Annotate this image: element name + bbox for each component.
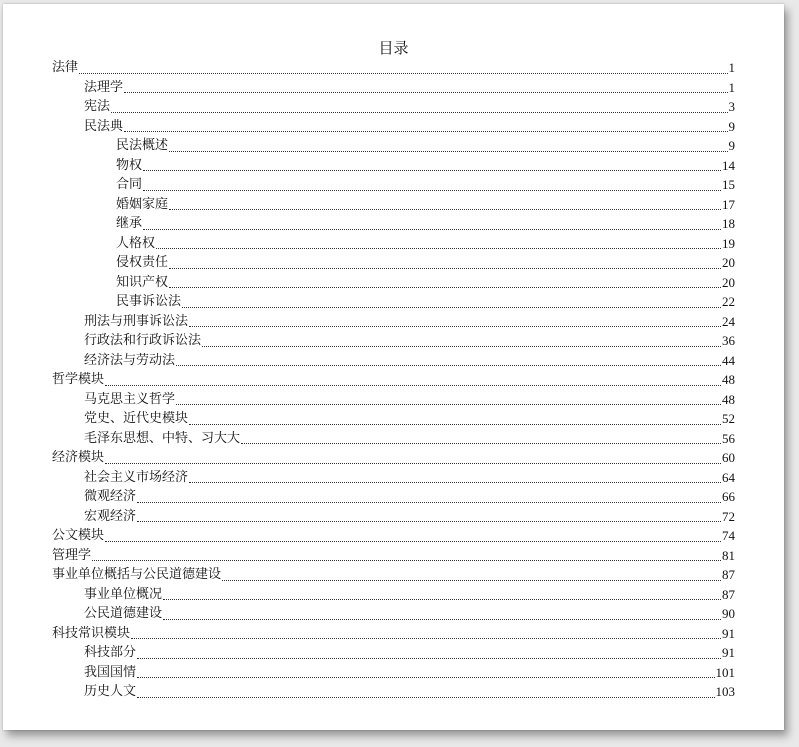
dot-leader <box>105 541 721 542</box>
toc-title: 目录 <box>378 39 409 57</box>
dot-leader <box>124 92 727 93</box>
toc-entry-page-number: 56 <box>722 430 735 446</box>
dot-leader <box>189 326 721 327</box>
toc-entry[interactable] <box>3 663 784 683</box>
dot-leader <box>137 658 721 659</box>
dot-leader <box>79 73 727 74</box>
toc-entry-page-number: 60 <box>722 450 735 465</box>
toc-entry[interactable] <box>3 448 784 468</box>
toc-entry[interactable] <box>3 136 784 156</box>
toc-entry[interactable] <box>3 429 784 449</box>
toc-entry-label: 公文模块 <box>52 528 105 543</box>
dot-leader <box>182 307 721 308</box>
toc-entry-page-number: 20 <box>722 255 735 270</box>
toc-entry-label: 宏观经济 <box>84 508 137 524</box>
toc-entry-label: 合同 <box>116 177 143 192</box>
toc-entry[interactable] <box>3 175 784 195</box>
dot-leader <box>105 463 721 464</box>
dot-leader <box>241 443 721 444</box>
dot-leader <box>176 404 721 405</box>
toc-entry-label: 党史、近代史模块 <box>84 411 189 426</box>
toc-entry-label: 经济法与劳动法 <box>84 352 176 368</box>
toc-entry-page-number: 20 <box>722 274 735 290</box>
toc-entry[interactable] <box>3 351 784 371</box>
toc-entry-label: 行政法和行政诉讼法 <box>84 333 202 348</box>
toc-entry-page-number: 17 <box>722 196 735 212</box>
dot-leader <box>137 502 721 503</box>
toc-entry-page-number: 24 <box>722 313 735 329</box>
toc-entry[interactable] <box>3 409 784 429</box>
toc-entry-page-number: 72 <box>722 508 735 524</box>
toc-entry[interactable] <box>3 546 784 566</box>
dot-leader <box>131 638 721 639</box>
dot-leader <box>143 190 721 191</box>
toc-entry[interactable] <box>3 682 784 702</box>
dot-leader <box>169 209 721 210</box>
dot-leader <box>163 599 721 600</box>
toc-entry[interactable] <box>3 253 784 273</box>
dot-leader <box>163 619 721 620</box>
toc-entry-page-number: 3 <box>728 99 735 114</box>
dot-leader <box>137 697 714 698</box>
toc-entry-label: 民法概述 <box>116 138 169 153</box>
toc-entry-page-number: 91 <box>722 625 735 641</box>
dot-leader <box>92 560 721 561</box>
toc-entry-page-number: 1 <box>728 60 735 75</box>
toc-entry-label: 科技部分 <box>84 645 137 660</box>
toc-entry-page-number: 9 <box>728 118 735 134</box>
toc-entry-page-number: 19 <box>722 235 735 251</box>
dot-leader <box>169 151 727 152</box>
dot-leader <box>222 580 721 581</box>
toc-entry[interactable] <box>3 624 784 644</box>
toc-entry-page-number: 22 <box>722 294 735 309</box>
toc-entry-page-number: 66 <box>722 489 735 504</box>
toc-entry-page-number: 36 <box>722 333 735 348</box>
dot-leader <box>176 365 721 366</box>
toc-entry-page-number: 1 <box>728 79 735 95</box>
toc-entry-label: 微观经济 <box>84 489 137 504</box>
toc-entry[interactable] <box>3 58 784 78</box>
toc-entry-page-number: 18 <box>722 216 735 231</box>
toc-entry-label: 婚姻家庭 <box>116 196 169 212</box>
toc-entry[interactable] <box>3 370 784 390</box>
toc-entry[interactable] <box>3 604 784 624</box>
toc-list <box>3 58 784 702</box>
dot-leader <box>143 229 721 230</box>
toc-entry[interactable] <box>3 331 784 351</box>
toc-entry-label: 社会主义市场经济 <box>84 469 189 485</box>
toc-entry[interactable] <box>3 585 784 605</box>
toc-entry-page-number: 44 <box>722 352 735 368</box>
toc-entry[interactable] <box>3 507 784 527</box>
toc-entry-label: 我国国情 <box>84 664 137 680</box>
dot-leader <box>105 385 721 386</box>
dot-leader <box>169 268 721 269</box>
toc-entry-page-number: 9 <box>728 138 735 153</box>
toc-entry[interactable] <box>3 526 784 546</box>
dot-leader <box>137 521 721 522</box>
toc-entry-page-number: 14 <box>722 157 735 173</box>
toc-entry-page-number: 52 <box>722 411 735 426</box>
toc-entry-page-number: 48 <box>722 372 735 387</box>
toc-entry[interactable] <box>3 273 784 293</box>
toc-entry[interactable] <box>3 390 784 410</box>
toc-entry-page-number: 15 <box>722 177 735 192</box>
toc-entry[interactable] <box>3 195 784 215</box>
toc-entry-label: 刑法与刑事诉讼法 <box>84 313 189 329</box>
toc-entry-label: 事业单位概况 <box>84 586 163 602</box>
toc-entry-page-number: 81 <box>722 547 735 563</box>
toc-entry-page-number: 87 <box>722 586 735 602</box>
document-page <box>3 4 784 730</box>
toc-entry-label: 科技常识模块 <box>52 625 131 641</box>
toc-entry-label: 法律 <box>52 60 79 75</box>
toc-entry-page-number: 91 <box>722 645 735 660</box>
toc-entry-label: 物权 <box>116 157 143 173</box>
toc-entry[interactable] <box>3 487 784 507</box>
toc-entry-page-number: 90 <box>722 606 735 621</box>
dot-leader <box>124 131 727 132</box>
toc-entry-label: 侵权责任 <box>116 255 169 270</box>
toc-entry-label: 经济模块 <box>52 450 105 465</box>
dot-leader <box>137 677 714 678</box>
dot-leader <box>156 248 721 249</box>
dot-leader <box>169 287 721 288</box>
toc-entry[interactable] <box>3 156 784 176</box>
toc-entry-label: 知识产权 <box>116 274 169 290</box>
toc-entry-label: 哲学模块 <box>52 372 105 387</box>
toc-entry[interactable] <box>3 78 784 98</box>
toc-entry-label: 继承 <box>116 216 143 231</box>
toc-entry-page-number: 74 <box>722 528 735 543</box>
toc-entry-label: 人格权 <box>116 235 156 251</box>
toc-entry[interactable] <box>3 234 784 254</box>
toc-entry-label: 公民道德建设 <box>84 606 163 621</box>
toc-entry-label: 民法典 <box>84 118 124 134</box>
toc-entry[interactable] <box>3 214 784 234</box>
toc-entry-label: 宪法 <box>84 99 111 114</box>
toc-entry-label: 法理学 <box>84 79 124 95</box>
dot-leader <box>111 112 727 113</box>
dot-leader <box>143 170 721 171</box>
dot-leader <box>189 424 721 425</box>
toc-entry[interactable] <box>3 292 784 312</box>
toc-entry-label: 民事诉讼法 <box>116 294 182 309</box>
toc-entry[interactable] <box>3 97 784 117</box>
dot-leader <box>189 482 721 483</box>
dot-leader <box>202 346 721 347</box>
toc-entry-label: 毛泽东思想、中特、习大大 <box>84 430 241 446</box>
toc-entry[interactable] <box>3 643 784 663</box>
toc-entry[interactable] <box>3 312 784 332</box>
toc-entry-page-number: 64 <box>722 469 735 485</box>
toc-entry-page-number: 48 <box>722 391 735 407</box>
toc-entry-label: 事业单位概括与公民道德建设 <box>52 567 222 582</box>
toc-entry[interactable] <box>3 468 784 488</box>
toc-entry[interactable] <box>3 117 784 137</box>
toc-entry-label: 管理学 <box>52 547 92 563</box>
toc-entry[interactable] <box>3 565 784 585</box>
toc-entry-label: 历史人文 <box>84 684 137 699</box>
toc-entry-label: 马克思主义哲学 <box>84 391 176 407</box>
toc-entry-page-number: 87 <box>722 567 735 582</box>
toc-entry-page-number: 103 <box>715 684 735 699</box>
toc-entry-page-number: 101 <box>715 664 735 680</box>
